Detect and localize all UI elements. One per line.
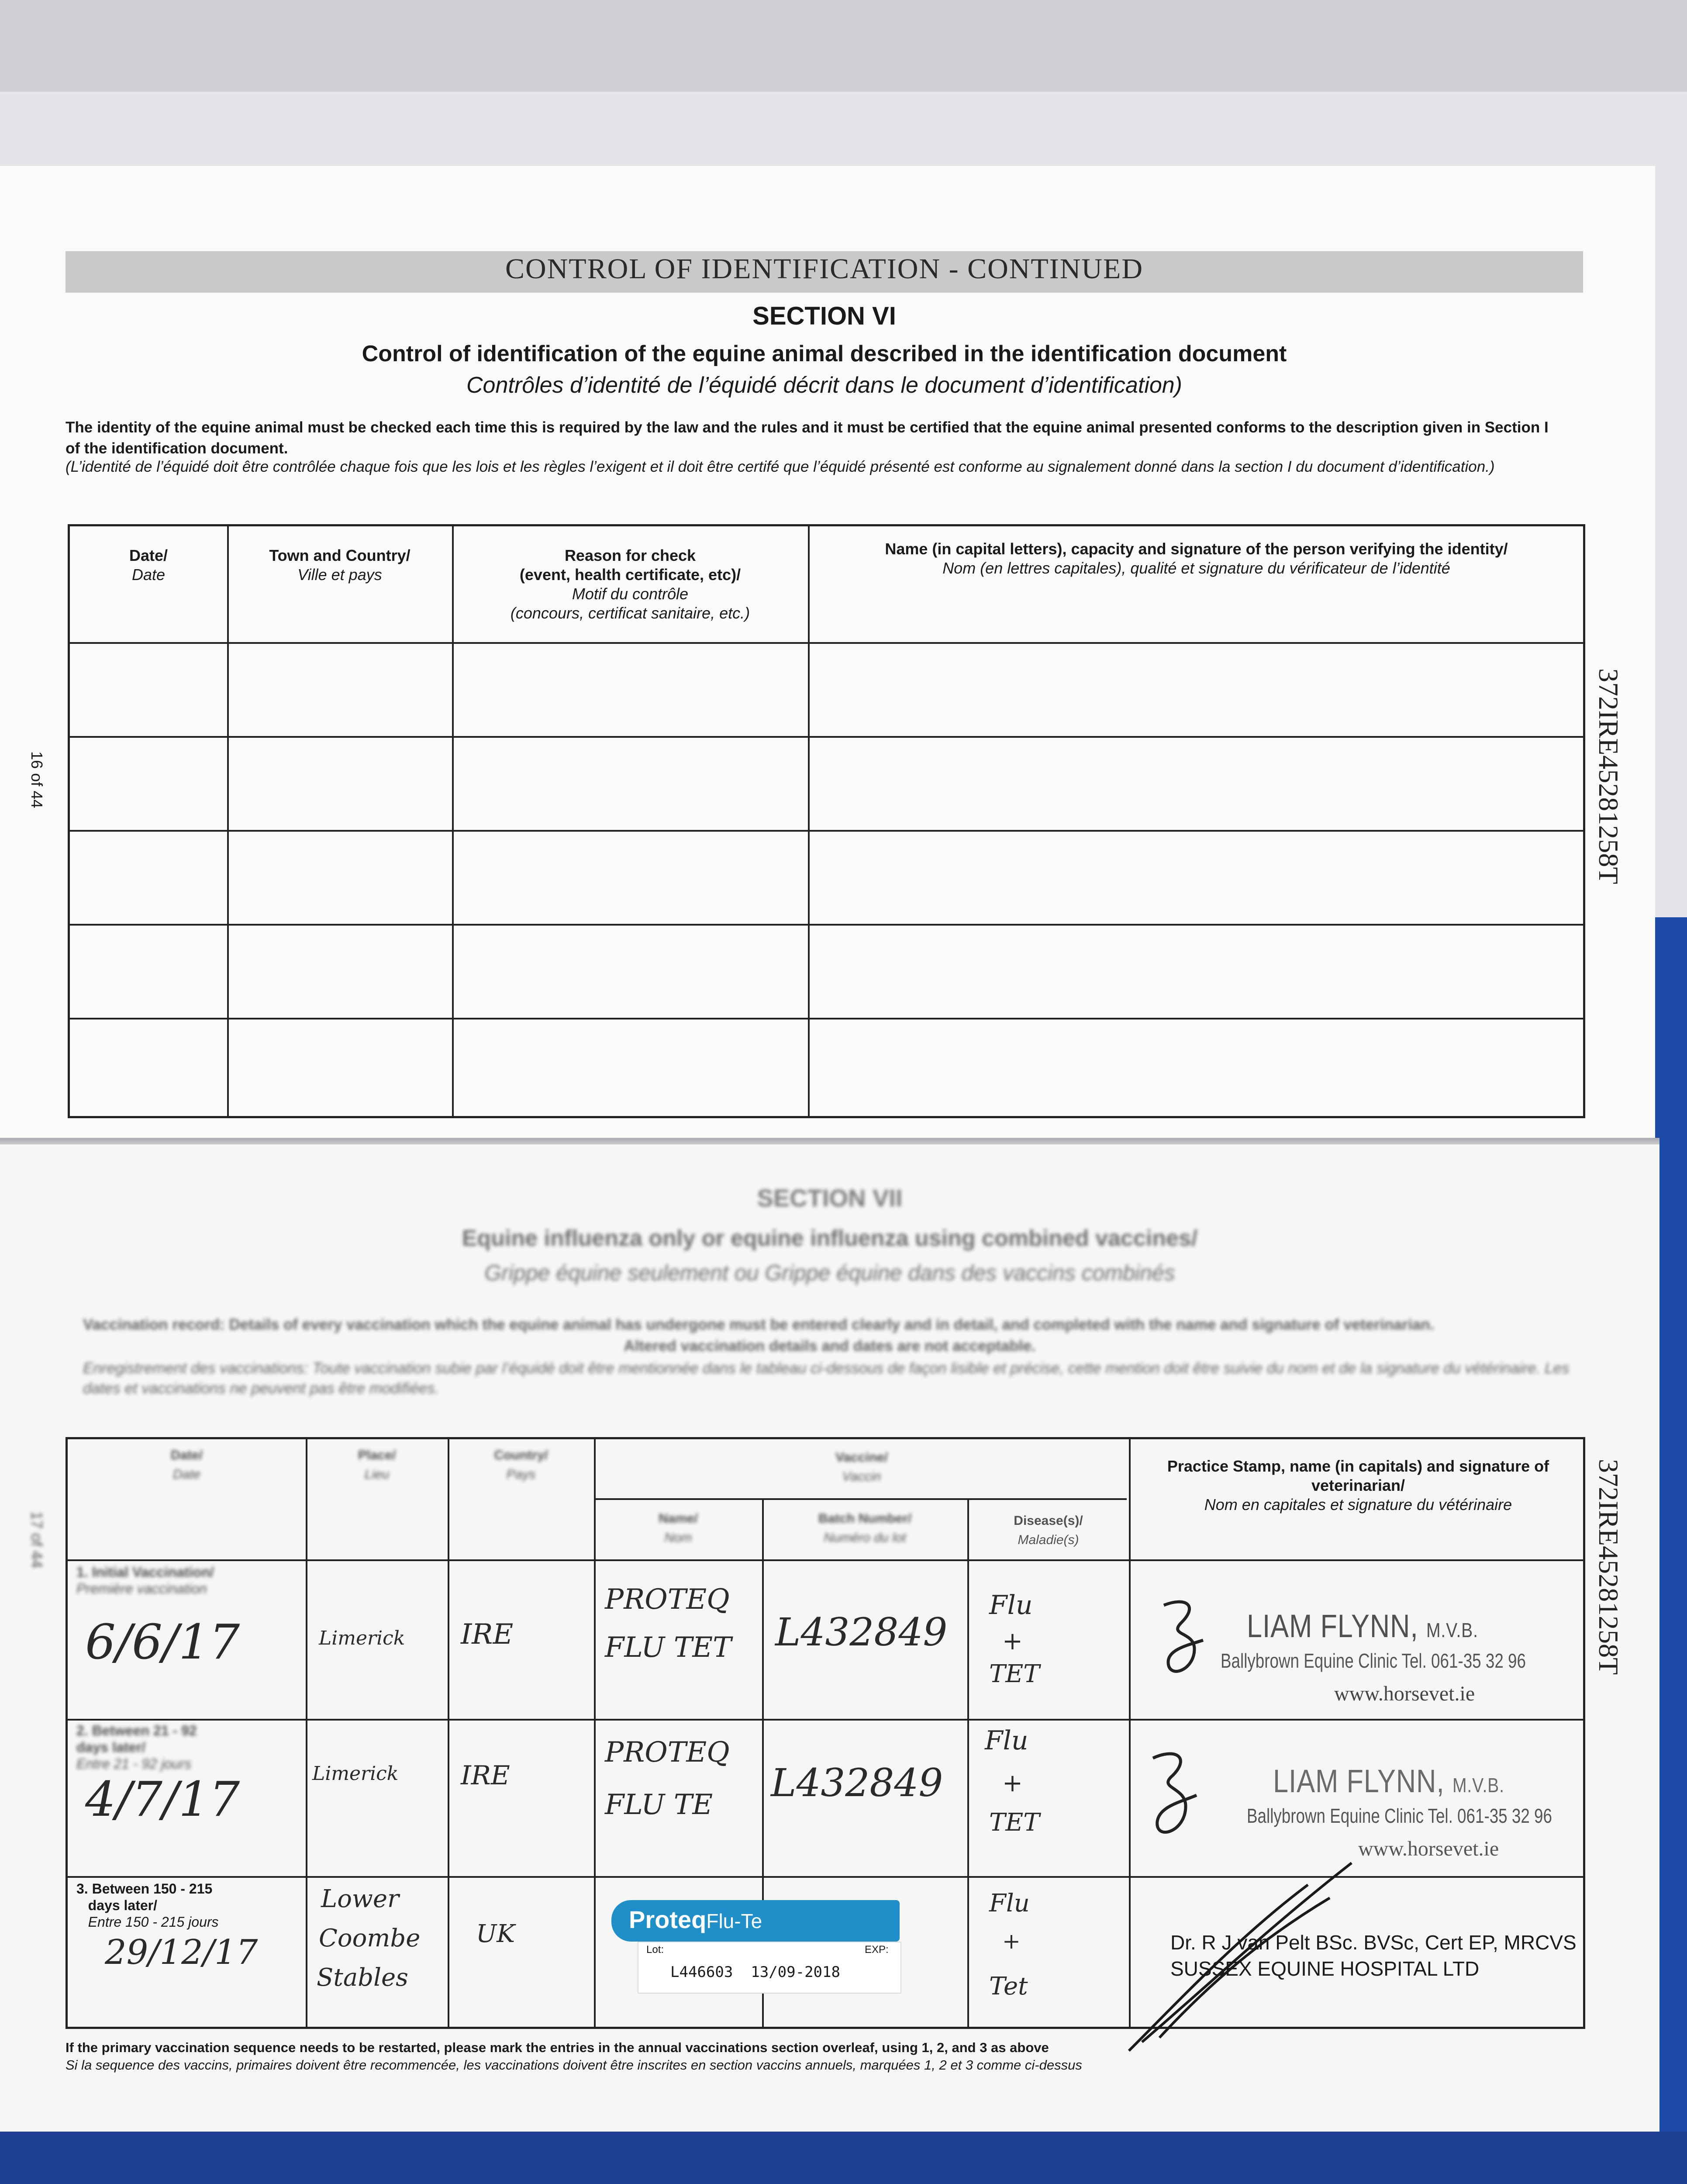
batch-number: L432849 bbox=[771, 1760, 943, 1805]
col-header-reason: Reason for check (event, health certificate, etc)/ Motif du contrôle (concours, certificat sanitaire, etc.) bbox=[510, 546, 750, 622]
col-header-town: Town and Country/ Ville et pays bbox=[269, 546, 411, 584]
section-subtitle-fr: Contrôles d’identité de l’équidé décrit dans le document d’identification) bbox=[466, 373, 1182, 398]
section-vii-intro-fr: Enregistrement des vaccinations: Toute vaccination subie par l’équidé doit être mentionnée dans le tableau ci-dessous de façon lisible et précise, cette mention doit être suivie du nom et de la signature du vétérinaire. Les dates et vaccinations ne peuvent pas être modifiées. bbox=[83, 1360, 1570, 1397]
vaccination-place: Limerick bbox=[312, 1762, 399, 1785]
identity-check-table bbox=[68, 524, 1585, 1118]
disease-line3: TET bbox=[989, 1660, 1040, 1688]
vaccine-subheader-divider bbox=[594, 1498, 1127, 1500]
vaccine-batch-sticker bbox=[611, 1900, 900, 1996]
disease-line2: + bbox=[1002, 1627, 1023, 1655]
col-divider bbox=[227, 526, 229, 1116]
row-divider bbox=[70, 1018, 1583, 1019]
section-vii-subtitle-fr: Grippe équine seulement ou Grippe équine dans des vaccins combinés bbox=[484, 1261, 1175, 1285]
section-subtitle-en: Control of identification of the equine animal described in the identification document bbox=[362, 341, 1287, 366]
disease-line1: Flu bbox=[989, 1889, 1030, 1918]
section-vii-intro-en2: Altered vaccination details and dates are not acceptable. bbox=[624, 1337, 1036, 1355]
col-header-country: Country/ Pays bbox=[494, 1448, 548, 1482]
vaccination-date: 6/6/17 bbox=[85, 1614, 240, 1670]
vaccine-name-line1: PROTEQ bbox=[605, 1583, 730, 1616]
vaccination-place: Limerick bbox=[319, 1627, 405, 1649]
document-id-top: 372IRE45281258T bbox=[1593, 668, 1624, 885]
section-title: SECTION VI bbox=[752, 302, 896, 330]
vet-signature bbox=[1142, 1745, 1203, 1845]
section-vii-subtitle-en: Equine influenza only or equine influenza using combined vaccines/ bbox=[462, 1226, 1198, 1251]
footnote-fr: Si la sequence des vaccins, primaires doivent être recommencée, les vaccinations doivent être inscrites en section vaccins annuels, marquées 1, 2 et 3 comme ci-dessus bbox=[66, 2057, 1082, 2073]
row-divider bbox=[70, 736, 1583, 738]
col-header-verifier: Name (in capital letters), capacity and signature of the person verifying the identity/ Nom (en lettres capitales), qualité et signature du vérificateur de l’identité bbox=[885, 540, 1508, 577]
place-line1: Lower bbox=[321, 1885, 399, 1913]
vaccination-date: 4/7/17 bbox=[85, 1771, 240, 1827]
row-label-initial: 1. Initial Vaccination/ Première vaccination bbox=[76, 1564, 214, 1597]
vet-stamp-name: LIAM FLYNN, M.V.B. bbox=[1273, 1763, 1504, 1799]
sticker-lot-label: Lot: bbox=[646, 1944, 664, 1956]
col-header-vaccine: Vaccine/ Vaccin bbox=[835, 1450, 888, 1484]
col-header-place: Place/ Lieu bbox=[358, 1448, 396, 1482]
vet-hospital-line: SUSSEX EQUINE HOSPITAL LTD bbox=[1170, 1957, 1480, 1980]
document-id-bottom: 372IRE45281258T bbox=[1593, 1459, 1624, 1675]
place-line3: Stables bbox=[317, 1963, 408, 1992]
col-divider bbox=[967, 1499, 969, 2027]
batch-number: L432849 bbox=[775, 1610, 948, 1655]
place-line2: Coombe bbox=[319, 1924, 421, 1952]
vaccination-country: IRE bbox=[461, 1618, 514, 1651]
sticker-brand: ProteqFlu-Te bbox=[629, 1906, 762, 1933]
vet-stamp-url: www.horsevet.ie bbox=[1334, 1682, 1475, 1705]
page-number-17: 17 of 44 bbox=[28, 1511, 46, 1569]
header-divider bbox=[68, 1559, 1583, 1561]
vet-stamp-clinic: Ballybrown Equine Clinic Tel. 061-35 32 96 bbox=[1247, 1804, 1552, 1827]
vet-stamp-name: LIAM FLYNN, M.V.B. bbox=[1247, 1608, 1478, 1644]
col-divider bbox=[306, 1439, 307, 2027]
vet-name-line: Dr. R J van Pelt BSc. BVSc, Cert EP, MRCVS bbox=[1170, 1931, 1577, 1954]
row-divider bbox=[70, 924, 1583, 926]
vet-signature bbox=[1155, 1597, 1212, 1684]
col-header-vaccine-name: Name/ Nom bbox=[658, 1511, 698, 1545]
col-header-stamp: Practice Stamp, name (in capitals) and signature of veterinarian/ Nom en capitales et signature du vétérinaire bbox=[1167, 1457, 1549, 1514]
disease-line1: Flu bbox=[989, 1590, 1033, 1621]
col-header-batch: Batch Number/ Numéro du lot bbox=[818, 1511, 912, 1545]
vaccine-name-line2: FLU TET bbox=[605, 1631, 731, 1664]
vet-signature bbox=[1125, 1859, 1430, 2064]
disease-line1: Flu bbox=[985, 1725, 1028, 1756]
passport-cover-bottom bbox=[0, 2132, 1687, 2184]
row-label-second: 2. Between 21 - 92 days later/ Entre 21 - 92 jours bbox=[76, 1723, 197, 1772]
sticker-lot-value: L446603 13/09-2018 bbox=[670, 1963, 840, 1981]
disease-line2: + bbox=[1002, 1928, 1021, 1954]
disease-line3: TET bbox=[989, 1808, 1040, 1837]
vet-stamp-clinic: Ballybrown Equine Clinic Tel. 061-35 32 96 bbox=[1221, 1649, 1526, 1672]
intro-text-en: The identity of the equine animal must be checked each time this is required by the law and the rules and it must be certified that the equine animal presented conforms to the description given in Section I of the identification document. bbox=[66, 419, 1549, 457]
disease-line3: Tet bbox=[989, 1972, 1028, 2001]
sticker-exp-label: EXP: bbox=[865, 1944, 889, 1956]
header-divider bbox=[70, 642, 1583, 644]
vaccination-date: 29/12/17 bbox=[105, 1933, 258, 1972]
row-label-third: 3. Between 150 - 215 days later/ Entre 150 - 215 jours bbox=[76, 1881, 219, 1930]
vaccination-country: IRE bbox=[461, 1760, 510, 1791]
vaccine-name-line2: FLU TE bbox=[605, 1789, 713, 1821]
col-header-date: Date/ Date bbox=[129, 546, 168, 584]
row-divider bbox=[70, 830, 1583, 832]
section-vii-title: SECTION VII bbox=[757, 1184, 903, 1212]
banner-title: CONTROL OF IDENTIFICATION - CONTINUED bbox=[505, 253, 1144, 285]
disease-line2: + bbox=[1002, 1769, 1023, 1797]
row-divider bbox=[68, 1719, 1583, 1721]
col-divider bbox=[808, 526, 810, 1116]
vet-stamp-url: www.horsevet.ie bbox=[1358, 1837, 1499, 1860]
footnote-en: If the primary vaccination sequence needs to be restarted, please mark the entries in the annual vaccinations section overleaf, using 1, 2, and 3 as above bbox=[66, 2040, 1049, 2055]
vaccination-country: UK bbox=[476, 1920, 515, 1948]
col-header-date: Date/ Date bbox=[170, 1448, 203, 1482]
page-number-16: 16 of 44 bbox=[28, 751, 46, 809]
vaccine-name-line1: PROTEQ bbox=[605, 1736, 730, 1769]
section-vii-intro-en: Vaccination record: Details of every vaccination which the equine animal has undergone must be entered clearly and in detail, and completed with the name and signature of veterinarian. bbox=[83, 1316, 1435, 1333]
intro-text-fr: (L’identité de l’équidé doit être contrôlée chaque fois que les lois et les règles l’exigent et il doit être certifé que l’équidé présenté est conforme au signalement donné dans la section I du document d’identification.) bbox=[66, 458, 1495, 475]
col-divider bbox=[448, 1439, 449, 2027]
col-header-disease: Disease(s)/ Maladie(s) bbox=[1014, 1514, 1083, 1547]
